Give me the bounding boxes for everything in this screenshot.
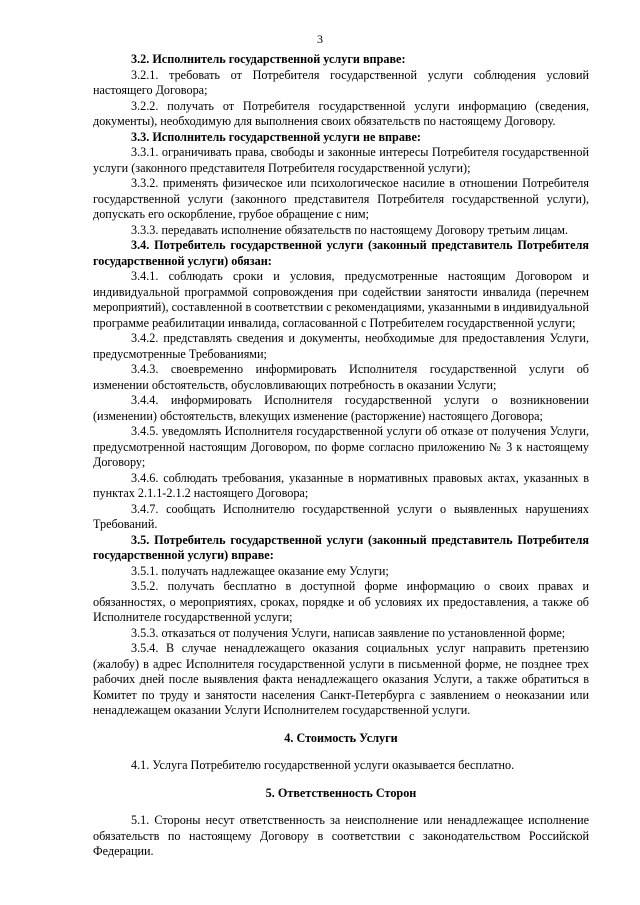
section-3-3-heading: 3.3. Исполнитель государственной услуги не вправе: [131,129,421,144]
clause-3-4-2: 3.4.2. представлять сведения и документы, необходимые для предоставления Услуги, предусмотренные Требованиями; [93,331,589,361]
clause-3-4-3: 3.4.3. своевременно информировать Исполнителя государственной услуги об изменении обстоятельств, обусловливающих потребность в оказании Услуги; [93,362,589,392]
page-number: 3 [317,32,323,46]
section-4-title: 4. Стоимость Услуги [284,730,398,745]
document-body [93,52,589,860]
section-3-5-heading: 3.5. Потребитель государственной услуги (законный представитель Потребителя государственной услуги) вправе: [93,532,589,562]
clause-3-4-4: 3.4.4. информировать Исполнителя государственной услуги о возникновении (изменении) обстоятельств, влекущих изменение (расторжение) настоящего Договора; [93,393,589,423]
clause-4-1: 4.1. Услуга Потребителю государственной услуги оказывается бесплатно. [131,758,515,772]
clause-3-4-1: 3.4.1. соблюдать сроки и условия, предусмотренные настоящим Договором и индивидуальной программой сопровождения при содействии занятости инвалида (перечнем мероприятий), составленной в соответствии с рекомендациями, указанными в индивидуальной программе реабилитации инвалида, согласованной с Потребителем государственной услуги; [93,269,589,330]
clause-3-3-1: 3.3.1. ограничивать права, свободы и законные интересы Потребителя государственной услуги (законного представителя Потребителя государственной услуги); [93,145,589,175]
clause-3-3-2: 3.3.2. применять физическое или психологическое насилие в отношении Потребителя государственной услуги (законного представителя Потребителя государственной услуги), допускать его оскорбление, грубое обращение с ним; [93,176,589,221]
section-3-2-heading: 3.2. Исполнитель государственной услуги вправе: [131,52,406,66]
clause-3-2-2: 3.2.2. получать от Потребителя государственной услуги информацию (сведения, документы), необходимую для выполнения своих обязательств по настоящему Договору. [93,98,589,128]
section-5-title: 5. Ответственность Сторон [265,785,417,800]
clause-3-4-7: 3.4.7. сообщать Исполнителю государственной услуги о выявленных нарушениях Требований. [93,501,589,531]
clause-3-4-5: 3.4.5. уведомлять Исполнителя государственной услуги об отказе от получения Услуги, предусмотренной настоящим Договором, по форме согласно приложению № 3 к настоящему Договору; [93,424,589,469]
section-3-4-heading: 3.4. Потребитель государственной услуги (законный представитель Потребителя государственной услуги) обязан: [93,238,589,268]
clause-3-5-3: 3.5.3. отказаться от получения Услуги, написав заявление по установленной форме; [131,625,566,640]
clause-3-5-1: 3.5.1. получать надлежащее оказание ему Услуги; [131,563,389,578]
clause-5-1: 5.1. Стороны несут ответственность за неисполнение или ненадлежащее исполнение обязательств по настоящему Договору в соответствии с законодательством Российской Федерации. [93,813,589,858]
clause-3-4-6: 3.4.6. соблюдать требования, указанные в нормативных правовых актах, указанных в пунктах 2.1.1-2.1.2 настоящего Договора; [93,470,589,500]
clause-3-5-2: 3.5.2. получать бесплатно в доступной форме информацию о своих правах и обязанностях, о мероприятиях, сроках, порядке и об условиях их предоставления, а также об Исполнителе государственной услуги; [93,579,589,624]
clause-3-5-4: 3.5.4. В случае ненадлежащего оказания социальных услуг направить претензию (жалобу) в адрес Исполнителя государственной услуги в письменной форме, не позднее трех рабочих дней после выявления факта ненадлежащего оказания Услуги, а также обратиться в Комитет по труду и занятости населения Санкт-Петербурга с заявлением о неоказании или ненадлежащем оказании Услуги Исполнителем государственной услуги. [93,641,589,717]
clause-3-3-3: 3.3.3. передавать исполнение обязательств по настоящему Договору третьим лицам. [131,222,569,237]
clause-3-2-1: 3.2.1. требовать от Потребителя государственной услуги соблюдения условий настоящего Договора; [93,67,589,97]
